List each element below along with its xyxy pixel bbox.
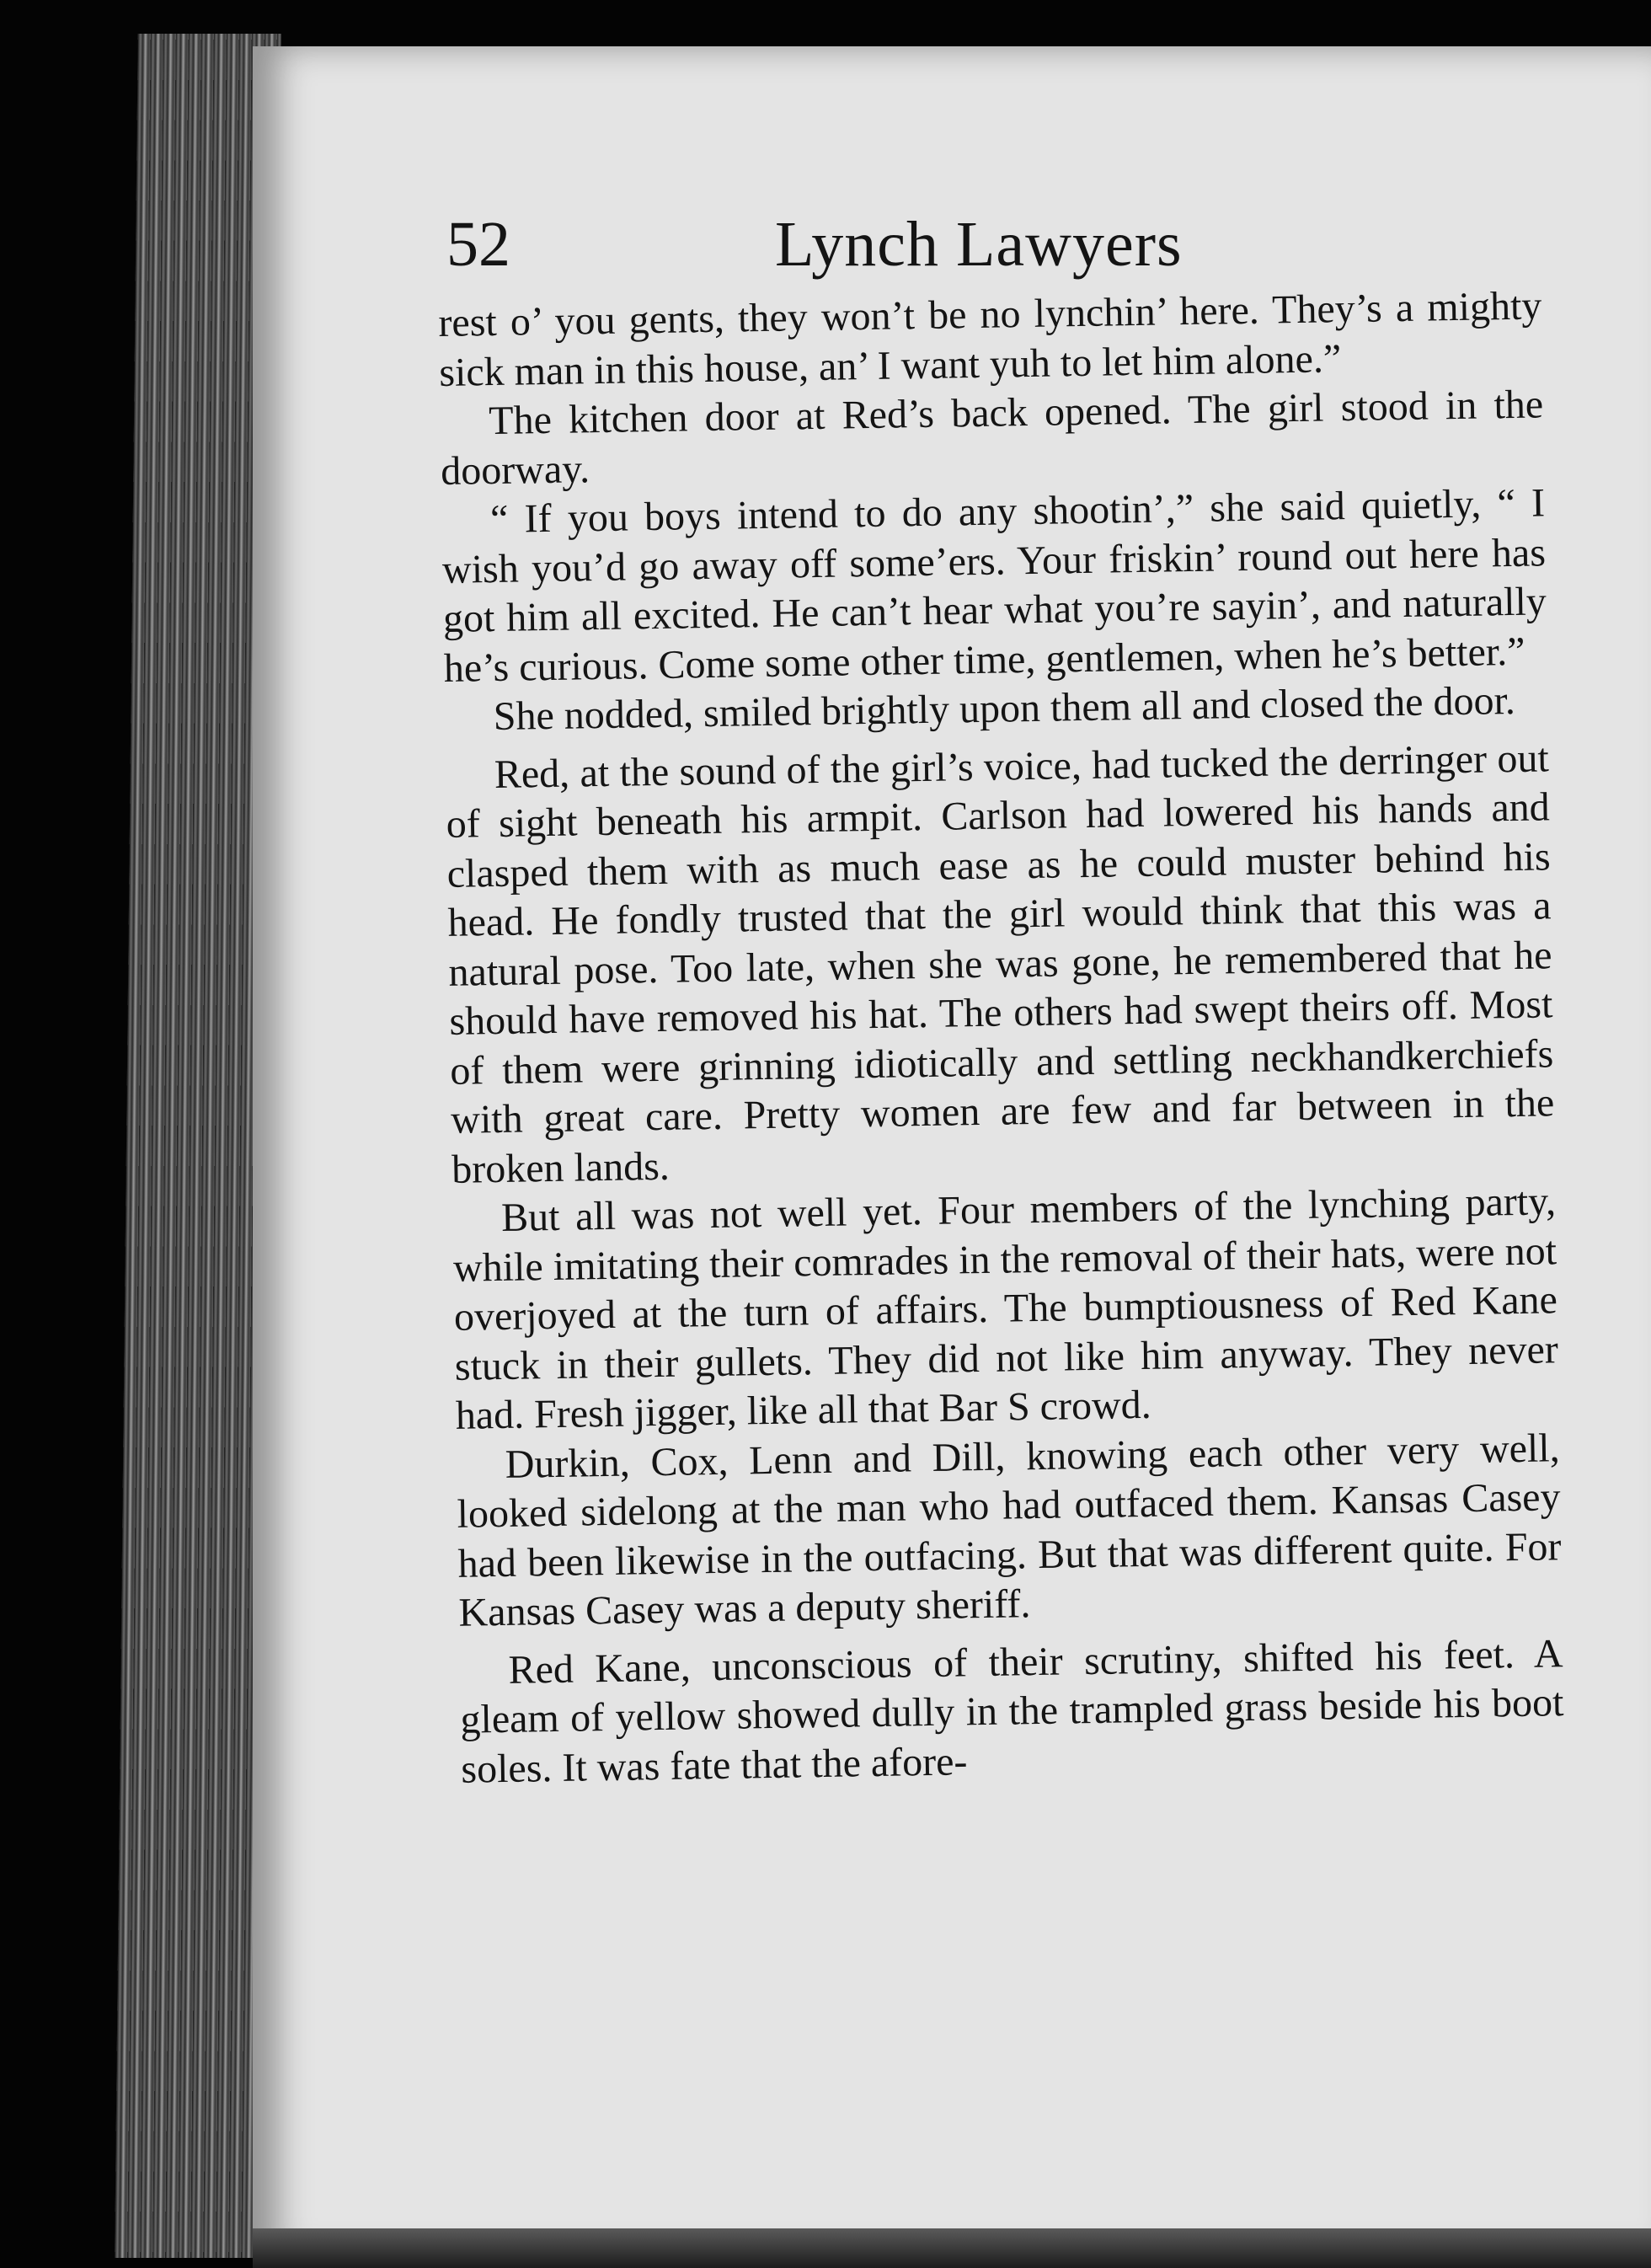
paragraph: Red Kane, unconscious of their scrutiny, shifted his feet. A gleam of yellow showed dully in the trampled grass beside his boot soles. It was fate that the afore- — [460, 1630, 1564, 1792]
page-number: 52 — [446, 209, 510, 280]
page-header — [446, 198, 1289, 291]
paragraph: The kitchen door at Red’s back opened. The girl stood in the doorway. — [440, 382, 1544, 494]
book-bottom-edge — [253, 2228, 1651, 2268]
running-head: Lynch Lawyers — [775, 209, 1183, 280]
paragraph: She nodded, smiled brightly upon them all and closed the door. — [493, 677, 1516, 740]
paragraph: rest o’ you gents, they won’t be no lynchin’ here. They’s a mighty sick man in this house, an’ I want yuh to let him alone.” — [438, 283, 1542, 395]
paragraph: Durkin, Cox, Lenn and Dill, knowing each other very well, looked sidelong at the man who had outfaced them. Kansas Casey had been likewise in the outfacing. But that was different quite. For Kansas Casey was a deputy sheriff. — [457, 1425, 1562, 1635]
paragraph: But all was not well yet. Four members of the lynching party, while imitating their comrades in the removal of their hats, were not overjoyed at the turn of affairs. The bumptiousness of Red Kane stuck in their gullets. They did not like him anyway. They never had. Fresh jigger, like all that Bar S crowd. — [452, 1179, 1559, 1438]
paragraph: “ If you boys intend to do any shootin’,” she said quietly, “ I wish you’d go away off some’ers. Your friskin’ round out here has got him all excited. He can’t hear what you’re sayin’, and naturally he’s curious. Come some other time, gentlemen, when he’s better.” — [441, 480, 1547, 691]
body-text — [438, 281, 1565, 1794]
paragraph: Red, at the sound of the girl’s voice, had tucked the derringer out of sight beneath his armpit. Carlson had lowered his hands and clasped them with as much ease as he could muster behind his head. He fondly trusted that the girl would think that this was a natural pose. Too late, when she was gone, he remembered that he should have removed his hat. The others had swept theirs off. Most of them were grinning idiotically and settling neckhandkerchiefs with great care. Pretty women are few and far between in the broken lands. — [446, 735, 1555, 1192]
